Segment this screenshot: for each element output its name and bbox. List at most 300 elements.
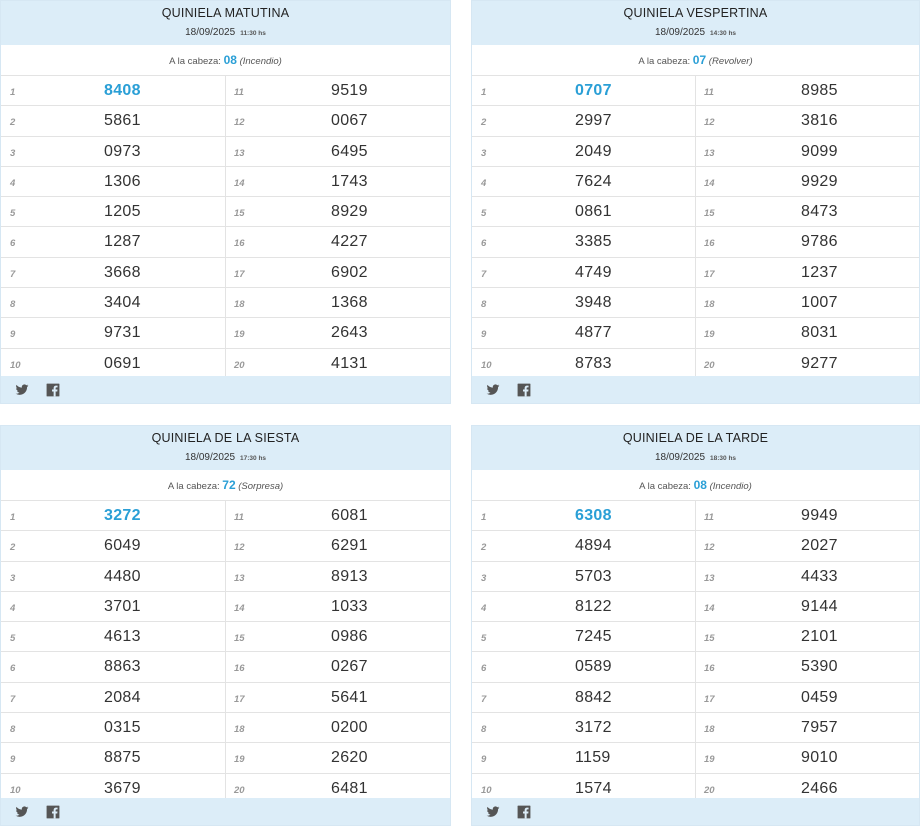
result-row bbox=[696, 106, 919, 136]
result-number: 1237 bbox=[801, 263, 838, 281]
result-row bbox=[472, 227, 695, 257]
result-row bbox=[472, 652, 695, 682]
result-number: 2620 bbox=[331, 749, 368, 767]
result-position: 19 bbox=[234, 754, 245, 766]
result-number: 0267 bbox=[331, 658, 368, 676]
result-number: 4749 bbox=[575, 263, 612, 281]
result-position: 14 bbox=[234, 602, 245, 614]
results-column-left bbox=[1, 76, 225, 379]
result-position: 17 bbox=[704, 693, 715, 705]
result-row bbox=[1, 106, 225, 136]
result-number: 6291 bbox=[331, 537, 368, 555]
facebook-icon[interactable] bbox=[517, 383, 531, 397]
result-row bbox=[1, 137, 225, 167]
result-number: 8875 bbox=[104, 749, 141, 767]
result-row bbox=[472, 197, 695, 227]
result-number: 0861 bbox=[575, 203, 612, 221]
result-position: 19 bbox=[234, 329, 245, 341]
cabeza-number: 08 bbox=[693, 478, 707, 492]
result-number: 1033 bbox=[331, 597, 368, 615]
result-position: 20 bbox=[704, 784, 715, 796]
result-position: 19 bbox=[704, 754, 715, 766]
result-number: 0691 bbox=[104, 354, 141, 372]
result-row bbox=[472, 743, 695, 773]
twitter-icon[interactable] bbox=[486, 805, 500, 819]
result-position: 18 bbox=[704, 724, 715, 736]
quiniela-card bbox=[471, 425, 920, 826]
result-number: 1159 bbox=[575, 749, 611, 767]
result-row bbox=[696, 137, 919, 167]
result-row bbox=[472, 288, 695, 318]
result-number: 9144 bbox=[801, 597, 838, 615]
result-number: 3385 bbox=[575, 233, 612, 251]
results-grid bbox=[1, 76, 450, 379]
results-grid bbox=[472, 76, 919, 379]
result-position: 20 bbox=[234, 784, 245, 796]
result-position: 2 bbox=[481, 542, 487, 554]
share-bar bbox=[472, 798, 919, 825]
twitter-icon[interactable] bbox=[486, 383, 500, 397]
result-row bbox=[472, 531, 695, 561]
result-number: 8842 bbox=[575, 688, 612, 706]
result-position: 1 bbox=[481, 512, 487, 523]
result-number: 5703 bbox=[575, 567, 612, 585]
result-row bbox=[1, 197, 225, 227]
result-number: 8783 bbox=[575, 354, 612, 372]
result-number: 7624 bbox=[575, 172, 612, 190]
result-row bbox=[696, 318, 919, 348]
result-number: 5641 bbox=[331, 688, 368, 706]
result-position: 14 bbox=[704, 177, 715, 189]
result-position: 11 bbox=[234, 87, 244, 98]
results-grid bbox=[472, 501, 919, 804]
card-header bbox=[1, 1, 450, 45]
result-number: 0067 bbox=[331, 112, 368, 130]
result-position: 8 bbox=[10, 299, 16, 311]
share-bar bbox=[1, 798, 450, 825]
result-number: 5390 bbox=[801, 658, 838, 676]
result-number: 0200 bbox=[331, 719, 368, 737]
draw-time: 17:30 hs bbox=[240, 455, 267, 462]
result-number: 3668 bbox=[104, 263, 141, 281]
result-position: 8 bbox=[481, 299, 487, 311]
result-row bbox=[226, 197, 450, 227]
result-row bbox=[226, 683, 450, 713]
result-number: 6902 bbox=[331, 263, 368, 281]
result-number: 2027 bbox=[801, 537, 838, 555]
result-row bbox=[1, 743, 225, 773]
result-position: 10 bbox=[10, 784, 21, 796]
result-number: 7957 bbox=[801, 719, 838, 737]
result-row bbox=[226, 592, 450, 622]
quiniela-card bbox=[0, 0, 451, 404]
result-position: 1 bbox=[10, 512, 16, 523]
result-position: 13 bbox=[234, 572, 245, 584]
result-position: 6 bbox=[10, 238, 16, 250]
result-position: 7 bbox=[481, 268, 487, 280]
result-row bbox=[226, 531, 450, 561]
result-number: 3404 bbox=[104, 294, 141, 312]
result-row bbox=[226, 562, 450, 592]
result-row bbox=[1, 592, 225, 622]
result-number: 8985 bbox=[801, 82, 838, 99]
result-number: 8031 bbox=[801, 324, 838, 342]
result-row bbox=[472, 622, 695, 652]
result-position: 6 bbox=[481, 663, 487, 675]
result-position: 16 bbox=[704, 663, 715, 675]
result-row bbox=[696, 622, 919, 652]
result-position: 3 bbox=[10, 147, 16, 159]
card-header bbox=[472, 1, 919, 45]
result-number: 9786 bbox=[801, 233, 838, 251]
result-number: 1574 bbox=[575, 779, 612, 797]
result-row bbox=[696, 197, 919, 227]
result-position: 18 bbox=[704, 299, 715, 311]
result-number: 6481 bbox=[331, 779, 368, 797]
result-number: 4480 bbox=[104, 567, 141, 585]
result-row bbox=[1, 713, 225, 743]
result-position: 9 bbox=[481, 754, 487, 766]
result-position: 13 bbox=[704, 147, 715, 159]
draw-time: 14:30 hs bbox=[710, 30, 737, 37]
result-number: 2101 bbox=[801, 628, 838, 646]
result-row bbox=[1, 652, 225, 682]
result-number: 1007 bbox=[801, 294, 838, 312]
result-position: 8 bbox=[10, 724, 16, 736]
result-position: 4 bbox=[10, 177, 16, 189]
result-row bbox=[472, 258, 695, 288]
result-row bbox=[696, 349, 919, 379]
result-position: 15 bbox=[704, 633, 715, 645]
result-row bbox=[226, 743, 450, 773]
result-number: 8122 bbox=[575, 597, 612, 615]
result-number: 4894 bbox=[575, 537, 612, 555]
result-row bbox=[226, 288, 450, 318]
results-column-right bbox=[225, 76, 450, 379]
result-row bbox=[1, 288, 225, 318]
result-position: 17 bbox=[704, 268, 715, 280]
draw-date-value: 18/09/2025 bbox=[184, 452, 236, 463]
result-row bbox=[1, 531, 225, 561]
result-number: 4433 bbox=[801, 567, 838, 585]
cabeza-label: A la cabeza: bbox=[167, 481, 220, 492]
result-row bbox=[1, 167, 225, 197]
share-bar bbox=[472, 376, 919, 403]
result-number: 7245 bbox=[575, 628, 612, 646]
result-row bbox=[1, 258, 225, 288]
result-row bbox=[226, 652, 450, 682]
result-number: 0589 bbox=[575, 658, 612, 676]
result-number: 9010 bbox=[801, 749, 838, 767]
result-position: 7 bbox=[10, 693, 16, 705]
result-position: 20 bbox=[234, 359, 245, 371]
result-number: 6308 bbox=[575, 507, 612, 524]
result-row bbox=[472, 76, 695, 106]
card-title: QUINIELA VESPERTINA bbox=[623, 6, 768, 20]
result-number: 9519 bbox=[331, 82, 368, 99]
result-row bbox=[226, 622, 450, 652]
result-row bbox=[472, 562, 695, 592]
result-position: 11 bbox=[704, 512, 714, 523]
result-row bbox=[696, 227, 919, 257]
result-number: 9277 bbox=[801, 354, 838, 372]
result-row bbox=[696, 288, 919, 318]
result-position: 15 bbox=[234, 633, 245, 645]
result-number: 0986 bbox=[331, 628, 368, 646]
result-number: 2643 bbox=[331, 324, 368, 342]
result-position: 13 bbox=[234, 147, 245, 159]
result-position: 4 bbox=[10, 602, 16, 614]
result-row bbox=[226, 227, 450, 257]
result-row bbox=[1, 349, 225, 379]
cabeza-line bbox=[1, 45, 450, 76]
result-row bbox=[472, 713, 695, 743]
draw-time: 18:30 hs bbox=[710, 455, 737, 462]
result-number: 2049 bbox=[575, 142, 612, 160]
result-number: 9731 bbox=[104, 324, 141, 342]
result-row bbox=[472, 501, 695, 531]
facebook-icon[interactable] bbox=[46, 383, 60, 397]
results-column-right bbox=[225, 501, 450, 804]
cabeza-number: 08 bbox=[223, 53, 237, 67]
result-row bbox=[696, 531, 919, 561]
result-row bbox=[696, 713, 919, 743]
result-number: 0973 bbox=[104, 142, 141, 160]
cabeza-meaning: (Sorpresa) bbox=[238, 481, 284, 492]
result-row bbox=[1, 76, 225, 106]
result-position: 13 bbox=[704, 572, 715, 584]
result-position: 2 bbox=[481, 117, 487, 129]
result-number: 9949 bbox=[801, 507, 838, 524]
result-row bbox=[472, 592, 695, 622]
twitter-icon[interactable] bbox=[15, 383, 29, 397]
result-row bbox=[696, 167, 919, 197]
result-position: 3 bbox=[481, 572, 487, 584]
cabeza-label: A la cabeza: bbox=[639, 481, 691, 492]
quiniela-card bbox=[471, 0, 920, 404]
result-number: 8863 bbox=[104, 658, 141, 676]
result-position: 16 bbox=[704, 238, 715, 250]
card-title: QUINIELA DE LA TARDE bbox=[622, 431, 769, 445]
result-position: 3 bbox=[10, 572, 16, 584]
result-row bbox=[226, 713, 450, 743]
result-row bbox=[472, 318, 695, 348]
quiniela-card bbox=[0, 425, 451, 826]
result-position: 19 bbox=[704, 329, 715, 341]
result-number: 1205 bbox=[104, 203, 141, 221]
result-position: 20 bbox=[704, 359, 715, 371]
result-number: 6081 bbox=[331, 507, 368, 524]
result-position: 18 bbox=[234, 299, 245, 311]
result-number: 3948 bbox=[575, 294, 612, 312]
result-position: 17 bbox=[234, 693, 245, 705]
result-position: 12 bbox=[704, 117, 715, 129]
result-row bbox=[226, 318, 450, 348]
cabeza-line bbox=[472, 470, 919, 501]
cabeza-number: 07 bbox=[692, 53, 707, 67]
result-row bbox=[472, 137, 695, 167]
result-row bbox=[1, 622, 225, 652]
result-number: 3816 bbox=[801, 112, 838, 130]
cabeza-meaning: (Incendio) bbox=[709, 481, 752, 492]
result-row bbox=[1, 318, 225, 348]
result-position: 2 bbox=[10, 117, 16, 129]
draw-date bbox=[472, 452, 919, 463]
result-row bbox=[1, 683, 225, 713]
draw-date bbox=[1, 27, 450, 38]
result-position: 14 bbox=[704, 602, 715, 614]
result-row bbox=[472, 349, 695, 379]
result-row bbox=[226, 258, 450, 288]
draw-date bbox=[1, 452, 450, 463]
result-position: 15 bbox=[234, 208, 245, 220]
result-position: 8 bbox=[481, 724, 487, 736]
result-row bbox=[696, 743, 919, 773]
result-number: 1743 bbox=[331, 172, 368, 190]
draw-date-value: 18/09/2025 bbox=[185, 27, 236, 38]
result-position: 5 bbox=[10, 633, 16, 645]
result-position: 9 bbox=[481, 329, 487, 341]
result-row bbox=[696, 652, 919, 682]
result-number: 0315 bbox=[104, 719, 141, 737]
results-grid bbox=[1, 501, 450, 804]
result-number: 2997 bbox=[575, 112, 612, 130]
results-column-right bbox=[695, 501, 919, 804]
results-column-left bbox=[1, 501, 225, 804]
draw-date bbox=[472, 27, 919, 38]
twitter-icon[interactable] bbox=[15, 805, 29, 819]
result-position: 5 bbox=[481, 633, 487, 645]
result-position: 1 bbox=[481, 87, 487, 98]
result-position: 18 bbox=[234, 724, 245, 736]
result-position: 1 bbox=[10, 87, 16, 98]
result-row bbox=[226, 106, 450, 136]
result-row bbox=[696, 76, 919, 106]
results-column-left bbox=[472, 501, 695, 804]
result-row bbox=[1, 562, 225, 592]
result-row bbox=[696, 501, 919, 531]
cabeza-meaning: (Incendio) bbox=[239, 56, 282, 67]
result-number: 5861 bbox=[104, 112, 141, 130]
result-number: 1368 bbox=[331, 294, 368, 312]
result-number: 9099 bbox=[801, 142, 838, 160]
result-number: 8473 bbox=[801, 203, 838, 221]
result-position: 10 bbox=[10, 359, 21, 371]
result-number: 4613 bbox=[104, 628, 141, 646]
draw-time: 11:30 hs bbox=[240, 30, 266, 37]
result-position: 12 bbox=[234, 117, 245, 129]
card-title: QUINIELA MATUTINA bbox=[161, 6, 290, 20]
result-row bbox=[226, 137, 450, 167]
card-title: QUINIELA DE LA SIESTA bbox=[151, 431, 300, 445]
card-header bbox=[1, 426, 450, 470]
result-position: 9 bbox=[10, 329, 16, 341]
result-number: 4131 bbox=[331, 354, 368, 372]
result-number: 0707 bbox=[575, 82, 612, 99]
result-position: 11 bbox=[234, 512, 244, 523]
result-row bbox=[696, 562, 919, 592]
cabeza-label: A la cabeza: bbox=[169, 56, 221, 67]
cabeza-line bbox=[472, 45, 919, 76]
result-number: 2084 bbox=[104, 688, 141, 706]
result-row bbox=[226, 167, 450, 197]
result-row bbox=[226, 76, 450, 106]
result-position: 9 bbox=[10, 754, 16, 766]
result-position: 5 bbox=[481, 208, 487, 220]
draw-date-value: 18/09/2025 bbox=[654, 27, 706, 38]
result-number: 3679 bbox=[104, 779, 141, 797]
result-number: 1306 bbox=[104, 172, 141, 190]
result-row bbox=[226, 349, 450, 379]
result-position: 7 bbox=[10, 268, 16, 280]
result-number: 2466 bbox=[801, 779, 838, 797]
result-row bbox=[472, 167, 695, 197]
result-row bbox=[696, 258, 919, 288]
result-position: 10 bbox=[481, 784, 492, 796]
result-position: 4 bbox=[481, 177, 487, 189]
result-position: 12 bbox=[704, 542, 715, 554]
result-position: 7 bbox=[481, 693, 487, 705]
result-position: 6 bbox=[481, 238, 487, 250]
result-number: 8929 bbox=[331, 203, 368, 221]
result-position: 14 bbox=[234, 177, 245, 189]
result-position: 11 bbox=[704, 87, 714, 98]
result-position: 17 bbox=[234, 268, 245, 280]
cabeza-line bbox=[1, 470, 450, 501]
result-row bbox=[696, 683, 919, 713]
result-position: 15 bbox=[704, 208, 715, 220]
result-row bbox=[1, 501, 225, 531]
result-number: 3172 bbox=[575, 719, 612, 737]
cabeza-number: 72 bbox=[222, 478, 236, 492]
cabeza-label: A la cabeza: bbox=[638, 56, 691, 67]
result-number: 6495 bbox=[331, 142, 368, 160]
result-position: 5 bbox=[10, 208, 16, 220]
result-position: 12 bbox=[234, 542, 245, 554]
result-number: 4877 bbox=[575, 324, 612, 342]
result-position: 6 bbox=[10, 663, 16, 675]
result-number: 3701 bbox=[104, 597, 141, 615]
result-position: 3 bbox=[481, 147, 487, 159]
result-row bbox=[226, 501, 450, 531]
result-number: 8913 bbox=[331, 567, 368, 585]
share-bar bbox=[1, 376, 450, 403]
result-number: 4227 bbox=[331, 233, 368, 251]
cabeza-meaning: (Revolver) bbox=[708, 56, 753, 67]
result-row bbox=[1, 227, 225, 257]
result-number: 1287 bbox=[104, 233, 141, 251]
result-number: 0459 bbox=[801, 688, 838, 706]
draw-date-value: 18/09/2025 bbox=[654, 452, 706, 463]
result-number: 9929 bbox=[801, 172, 838, 190]
facebook-icon[interactable] bbox=[46, 805, 60, 819]
result-position: 10 bbox=[481, 359, 492, 371]
card-header bbox=[472, 426, 919, 470]
result-position: 4 bbox=[481, 602, 487, 614]
result-number: 8408 bbox=[104, 82, 141, 99]
result-row bbox=[472, 106, 695, 136]
results-column-left bbox=[472, 76, 695, 379]
result-position: 16 bbox=[234, 663, 245, 675]
result-row bbox=[472, 683, 695, 713]
result-position: 2 bbox=[10, 542, 16, 554]
facebook-icon[interactable] bbox=[517, 805, 531, 819]
result-number: 3272 bbox=[104, 507, 141, 524]
result-number: 6049 bbox=[104, 537, 141, 555]
result-row bbox=[696, 592, 919, 622]
results-column-right bbox=[695, 76, 919, 379]
result-position: 16 bbox=[234, 238, 245, 250]
